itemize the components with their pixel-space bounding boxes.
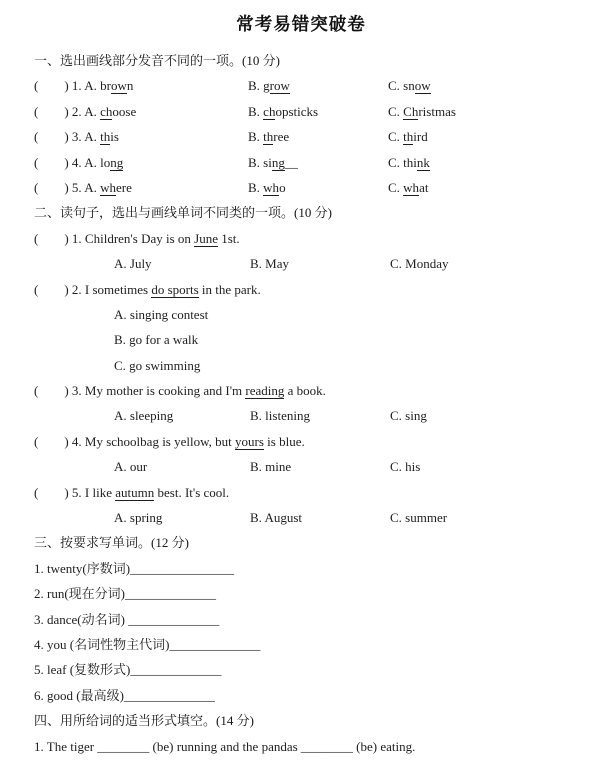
underlined-letters: wh <box>100 179 116 195</box>
s4-item-1: 1. The tiger ________ (be) running and the pandas ________ (be) eating. <box>34 738 416 754</box>
underlined-letters: ow <box>110 78 127 94</box>
underlined-letters: th <box>100 129 111 145</box>
underlined-word: June <box>194 230 218 246</box>
section-one-heading: 一、选出画线部分发音不同的一项。(10 分) <box>34 53 280 68</box>
s2-question-4-options <box>114 454 586 479</box>
underlined-letters: nk <box>416 154 430 170</box>
option-c-word: Christmas <box>403 103 456 119</box>
s3-item-2: 2. run(现在分词)______________ <box>34 586 216 602</box>
option-c-label: C. <box>388 129 400 145</box>
option-b-word: who <box>263 179 286 195</box>
sentence: 1. Children's Day is on June 1st. <box>71 230 240 246</box>
section-four-heading: 四、用所给词的适当形式填空。(14 分) <box>34 713 254 729</box>
underlined-letters: wh <box>263 179 280 195</box>
s1-question-2 <box>34 99 586 124</box>
option-b-cell <box>248 124 388 149</box>
underlined-letters: th <box>403 129 414 145</box>
s1-question-5 <box>34 175 586 200</box>
option-a: A. July <box>114 256 152 272</box>
question-number: 2. <box>71 103 82 119</box>
option-c-cell <box>388 150 586 175</box>
option-a-cell <box>34 150 248 175</box>
option-b-word: three <box>263 129 290 145</box>
option-a-cell <box>34 124 248 149</box>
s1-question-3 <box>34 124 586 149</box>
option-a-label: A. <box>84 129 97 145</box>
option-a-cell <box>34 99 248 124</box>
underlined-letters: ch <box>263 103 276 119</box>
underlined-letters: ng <box>271 154 285 170</box>
option-a-label: A. <box>84 154 97 170</box>
underlined-letters: ow <box>414 78 431 94</box>
question-number: 4. <box>71 154 82 170</box>
sentence: 2. I sometimes do sports in the park. <box>71 281 261 297</box>
option-c: C. his <box>390 459 421 475</box>
s1-question-1 <box>34 73 586 98</box>
s3-item-1: 1. twenty(序数词)________________ <box>34 560 235 576</box>
answer-bracket: ( ) <box>34 78 69 94</box>
option-b: B. mine <box>250 459 292 475</box>
answer-bracket: ( ) <box>34 281 69 297</box>
underlined-word: reading <box>245 383 285 399</box>
s3-item-4: 4. you (名词性物主代词)______________ <box>34 636 261 652</box>
option-b-label: B. <box>248 129 260 145</box>
option-a-label: A. <box>84 78 97 94</box>
s3-item-6: 6. good (最高级)______________ <box>34 687 215 703</box>
option-a-cell <box>34 175 248 200</box>
option-c-label: C. <box>388 78 400 94</box>
answer-bracket: ( ) <box>34 154 69 170</box>
option-a-word: where <box>100 179 132 195</box>
underlined-letters: ch <box>100 103 113 119</box>
option-a-word: this <box>100 129 119 145</box>
option-b-label: B. <box>248 78 260 94</box>
option-c-word: snow <box>403 78 431 94</box>
option-a-word: brown <box>100 78 134 94</box>
underlined-letters: row <box>269 78 290 94</box>
s2-question-5-options <box>114 505 586 530</box>
option-c-word: what <box>403 179 429 195</box>
answer-bracket: ( ) <box>34 433 69 449</box>
underlined-word: autumn <box>115 484 155 500</box>
question-number: 5. <box>71 179 82 195</box>
s2-question-1 <box>34 226 586 251</box>
option-b: B. August <box>250 510 303 526</box>
option-c: C. summer <box>390 510 448 526</box>
option-b-cell <box>248 73 388 98</box>
option-b-cell <box>248 99 388 124</box>
section-two-heading: 二、读句子，选出与画线单词不同类的一项。(10 分) <box>34 205 332 221</box>
option-a: A. sleeping <box>114 408 174 424</box>
option-b-cell <box>248 150 388 175</box>
option-b-cell <box>248 175 388 200</box>
question-number: 1. <box>71 78 82 94</box>
option-b-label: B. <box>248 179 260 195</box>
option-a: A. spring <box>114 510 163 526</box>
s2-question-3 <box>34 378 586 403</box>
option-b-word: sing__ <box>263 154 298 170</box>
paper-body <box>0 48 602 759</box>
question-number: 3. <box>71 129 82 145</box>
s3-item-5: 5. leaf (复数形式)______________ <box>34 662 222 678</box>
answer-bracket: ( ) <box>34 103 69 119</box>
option-b-word: chopsticks <box>263 103 319 119</box>
sentence: 5. I like autumn best. It's cool. <box>71 484 230 500</box>
sentence: 4. My schoolbag is yellow, but yours is blue. <box>71 433 305 449</box>
paper-title: 常考易错突破卷 <box>236 14 366 34</box>
s2-question-5 <box>34 480 586 505</box>
s2-question-1-options <box>114 251 586 276</box>
answer-bracket: ( ) <box>34 484 69 500</box>
option-b-label: B. <box>248 154 260 170</box>
option-a-cell <box>34 73 248 98</box>
s2-question-3-options <box>114 403 586 428</box>
section-three-heading: 三、按要求写单词。(12 分) <box>34 535 189 551</box>
answer-bracket: ( ) <box>34 230 69 246</box>
s2-question-2-option-a: A. singing contest <box>114 306 209 322</box>
option-b: B. listening <box>250 408 310 424</box>
option-c-word: third <box>403 129 428 145</box>
answer-bracket: ( ) <box>34 129 69 145</box>
option-b-word: grow <box>263 78 290 94</box>
underlined-word: do sports <box>151 281 199 297</box>
option-b-label: B. <box>248 103 260 119</box>
option-c-label: C. <box>388 103 400 119</box>
answer-bracket: ( ) <box>34 383 69 399</box>
s2-question-2 <box>34 277 586 302</box>
option-a-label: A. <box>84 103 97 119</box>
s2-question-2-option-b: B. go for a walk <box>114 332 199 348</box>
option-a: A. our <box>114 459 148 475</box>
underlined-letters: wh <box>403 179 420 195</box>
option-c-word: think <box>403 154 430 170</box>
option-c-cell <box>388 99 586 124</box>
sentence: 3. My mother is cooking and I'm reading a book. <box>71 383 326 399</box>
option-c-label: C. <box>388 179 400 195</box>
option-c: C. Monday <box>390 256 449 272</box>
underlined-word: yours <box>235 433 264 449</box>
option-c-label: C. <box>388 154 400 170</box>
option-a-label: A. <box>84 179 97 195</box>
s2-question-4 <box>34 429 586 454</box>
option-a-word: long <box>100 154 124 170</box>
option-b: B. May <box>250 256 290 272</box>
option-c-cell <box>388 73 586 98</box>
s3-item-3: 3. dance(动名词) ______________ <box>34 611 220 627</box>
underlined-letters: ng <box>110 154 124 170</box>
underlined-letters: th <box>263 129 274 145</box>
s2-question-2-option-c: C. go swimming <box>114 357 201 373</box>
answer-bracket: ( ) <box>34 179 69 195</box>
underlined-letters: Ch <box>403 103 419 119</box>
option-a-word: choose <box>100 103 137 119</box>
option-c: C. sing <box>390 408 427 424</box>
option-c-cell <box>388 124 586 149</box>
option-c-cell <box>388 175 586 200</box>
s1-question-4 <box>34 150 586 175</box>
